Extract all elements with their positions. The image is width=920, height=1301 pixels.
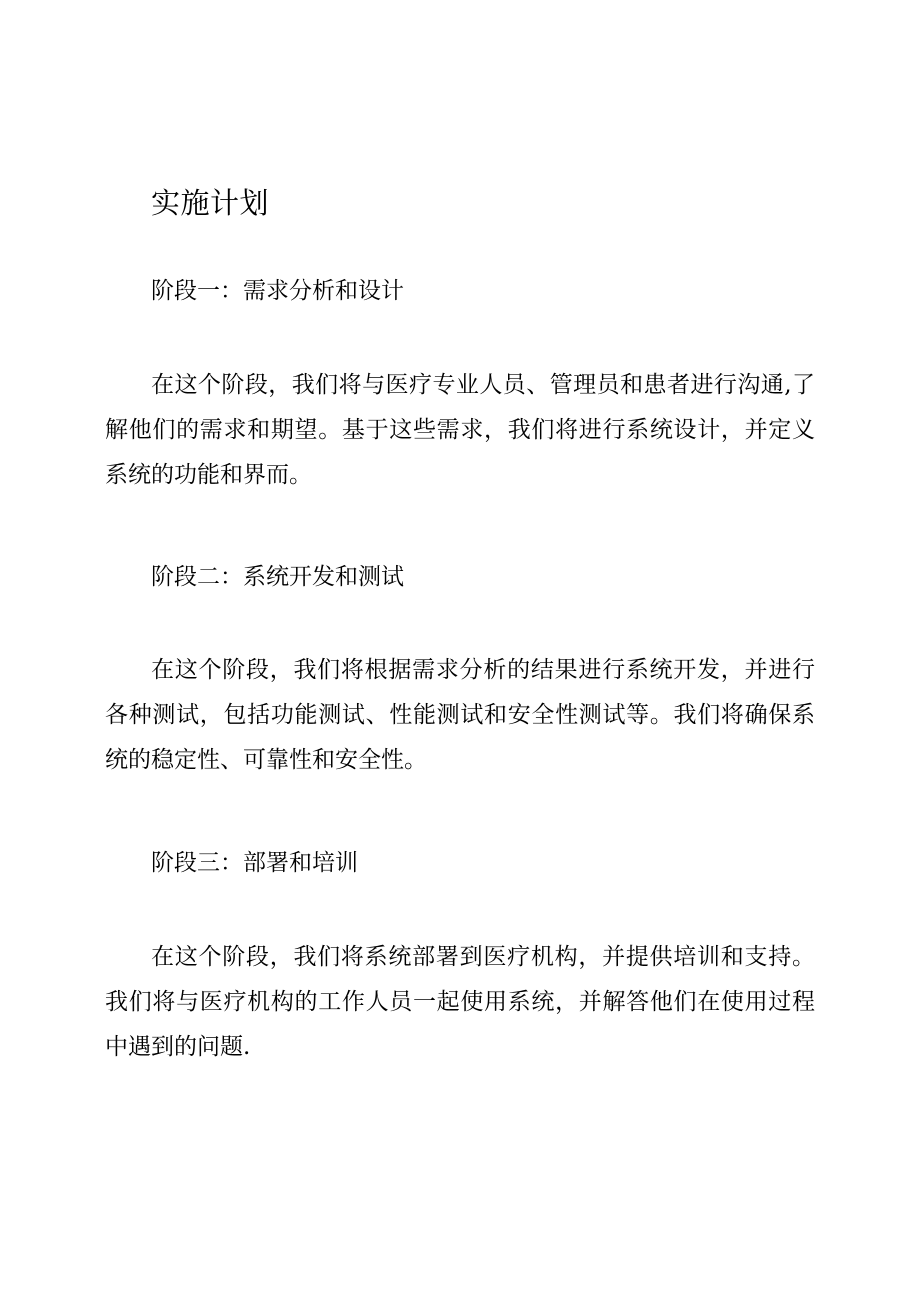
section-heading-phase-3: 阶段三：部署和培训 xyxy=(151,850,358,876)
section-heading-phase-2: 阶段二：系统开发和测试 xyxy=(151,564,404,590)
section-body-phase-1: 在这个阶段，我们将与医疗专业人员、管理员和患者进行沟通,了解他们的需求和期望。基于这些需求，我们将进行系统设计，并定义系统的功能和界而。 xyxy=(105,372,815,488)
page-title: 实施计划 xyxy=(151,186,270,220)
section-body-phase-2: 在这个阶段，我们将根据需求分析的结果进行系统开发，并进行各种测试，包括功能测试、性能测试和安全性测试等。我们将确保系统的稳定性、可靠性和安全性。 xyxy=(105,657,815,773)
section-body-phase-3: 在这个阶段，我们将系统部署到医疗机构，并提供培训和支持。我们将与医疗机构的工作人员一起使用系统，并解答他们在使用过程中遇到的问题. xyxy=(105,944,815,1060)
section-heading-phase-1: 阶段一：需求分析和设计 xyxy=(151,278,404,304)
